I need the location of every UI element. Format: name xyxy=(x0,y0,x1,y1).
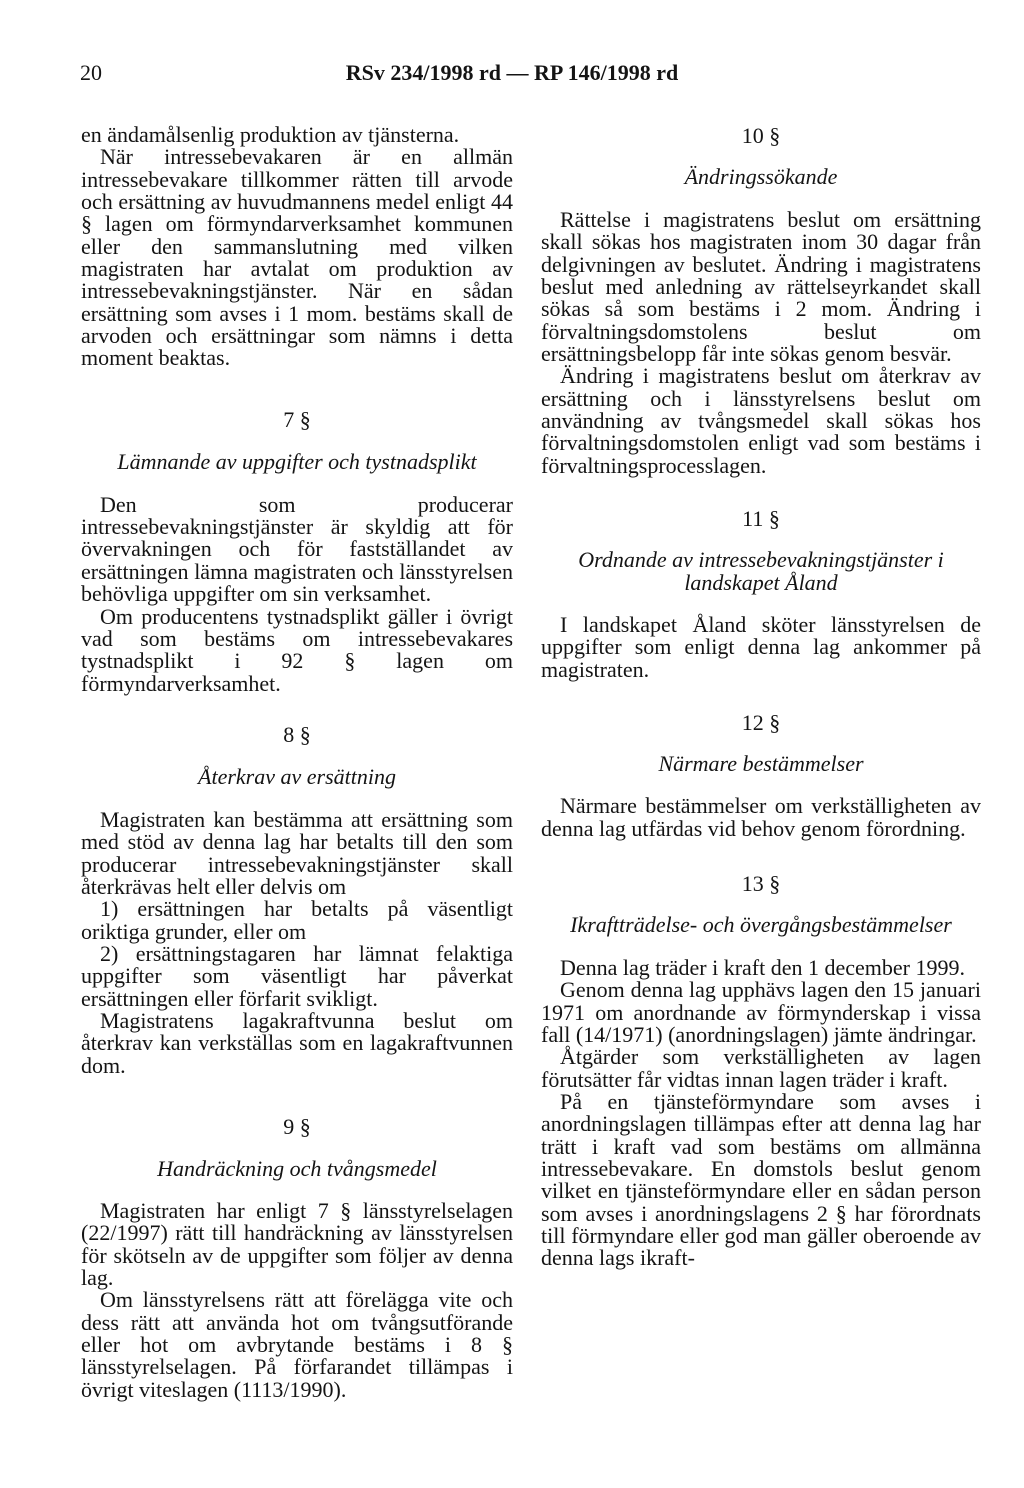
left-column xyxy=(81,124,513,1401)
right-column xyxy=(541,124,981,1270)
page-number: 20 xyxy=(80,60,102,85)
paragraph: Rättelse i magistratens beslut om ersättning skall sökas hos magistraten inom 30 dagar från delgivningen av beslutet. Ändring i magistratens beslut med anledning av rättelseyrkandet skall sökas så som bestäms i 2 mom. Ändring i förvaltningsdomstolens beslut om ersättningsbelopp får inte sökas genom besvär. xyxy=(541,207,981,367)
section-number: 11 § xyxy=(742,506,780,532)
section-title: Återkrav av ersättning xyxy=(198,763,396,789)
paragraph: 2) ersättningstagaren har lämnat felaktiga uppgifter som väsentligt har påverkat ersättningen eller förfarit svikligt. xyxy=(81,940,513,1011)
paragraph: I landskapet Åland sköter länsstyrelsen de uppgifter som enligt denna lag ankommer på magistraten. xyxy=(541,612,981,682)
section-number: 10 § xyxy=(741,123,781,148)
paragraph: Magistraten kan bestämma att ersättning som med stöd av denna lag har betalts till den som producerar intressebevakningstjänster skall återkrävas helt eller delvis om xyxy=(81,806,513,899)
paragraph: 1) ersättningen har betalts på väsentligt oriktiga grunder, eller om xyxy=(81,896,513,944)
section-number: 8 § xyxy=(283,721,311,747)
running-title: RSv 234/1998 rd — RP 146/1998 rd xyxy=(345,60,679,85)
paragraph: Den som producerar intressebevakningstjänster är skyldig att för övervakningen och för fastställandet av ersättningen lämna magistraten och länsstyrelsen behövliga uppgifter om sin verksamhet. xyxy=(81,491,513,607)
paragraph: Magistratens lagakraftvunna beslut om återkrav kan verkställas som en lagakraftvunnen dom. xyxy=(81,1007,513,1078)
paragraph: På en tjänsteförmyndare som avses i anordningslagen tillämpas efter att denna lag har trätt i kraft vad som bestäms om allmänna intressebevakare. En domstols beslut genom vilket en tjänsteförmyndare eller en sådan person som avses i anordningslagens 2 § har förordnats till förmyndare eller god man gäller oberoende av denna lags ikraft- xyxy=(541,1088,981,1271)
section-title: Ändringssökande xyxy=(684,164,838,189)
section-title: Handräckning och tvångsmedel xyxy=(157,1156,437,1181)
section-title: Närmare bestämmelser xyxy=(658,751,864,777)
paragraph: en ändamålsenlig produktion av tjänsterna. xyxy=(81,122,460,147)
paragraph: Om producentens tystnadsplikt gäller i övrigt vad som bestäms om intressebevakares tystnadsplikt i 92 § lagen om förmyndarverksamhet. xyxy=(81,603,513,696)
paragraph: Närmare bestämmelser om verkställigheten av denna lag utfärdas vid behov genom förordning. xyxy=(541,793,981,841)
page-header xyxy=(0,60,1024,92)
section-title: Ordnande av intressebevakningstjänster i landskapet Åland xyxy=(578,547,944,596)
section-number: 7 § xyxy=(283,406,311,432)
section-number: 9 § xyxy=(283,1114,311,1139)
section-number: 13 § xyxy=(741,870,781,896)
paragraph: Åtgärder som verkställigheten av lagen förutsätter får vidtas innan lagen träder i kraft. xyxy=(541,1044,981,1092)
paragraph: Denna lag träder i kraft den 1 december 1999. xyxy=(560,954,965,980)
paragraph: Genom denna lag upphävs lagen den 15 januari 1971 om anordnande av förmynderskap i vissa fall (14/1971) (anordningslagen) jämte ändringar. xyxy=(541,977,981,1047)
section-title: Lämnande av uppgifter och tystnadsplikt xyxy=(117,448,477,474)
paragraph: Om länsstyrelsens rätt att förelägga vite och dess rätt att använda hot om tvångsutförande eller hot om avbrytande bestäms i 8 § länsstyrelselagen. På förfarandet tillämpas i övrigt viteslagen (1113/1990). xyxy=(81,1287,513,1402)
paragraph: Magistraten har enligt 7 § länsstyrelselagen (22/1997) rätt till handräckning av länsstyrelsen för skötseln av de uppgifter som följer av denna lag. xyxy=(81,1198,513,1291)
section-title: Ikraftträdelse- och övergångsbestämmelser xyxy=(570,911,952,937)
paragraph: Ändring i magistratens beslut om återkrav av ersättning och i länsstyrelsens beslut om användning av tvångsmedel skall sökas hos förvaltningsdomstolen enligt vad som bestäms i förvaltningsprocesslagen. xyxy=(541,363,981,478)
section-number: 12 § xyxy=(741,710,781,736)
paragraph: När intressebevakaren är en allmän intressebevakare tillkommer rätten till arvode och ersättning av huvudmannens medel enligt 44 § lagen om förmyndarverksamhet kommunen eller den sammanslutning med vilken magistraten har avtalat om produktion av intressebevakningstjänster. När en sådan ersättning som avses i 1 mom. bestäms skall de arvoden och ersättningar som nämns i detta moment beaktas. xyxy=(81,144,513,371)
